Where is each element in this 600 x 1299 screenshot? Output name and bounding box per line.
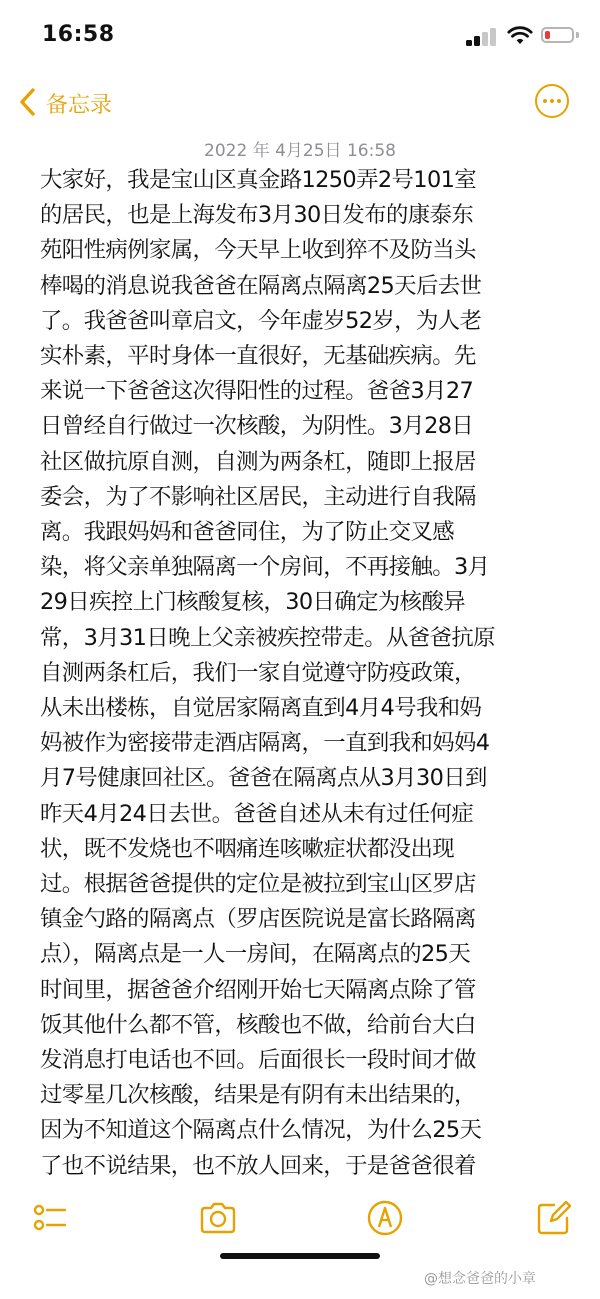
note-body[interactable] <box>40 163 555 1193</box>
note-line: 苑阳性病例家属，今天早上收到猝不及防当头 <box>40 237 476 264</box>
battery-level <box>545 31 550 39</box>
checklist-icon[interactable] <box>30 1198 70 1238</box>
cellular-signal-icon <box>466 26 500 46</box>
back-button[interactable]: 备忘录 <box>46 93 113 118</box>
navigation-bar <box>0 78 600 128</box>
markup-pen-icon[interactable] <box>365 1198 405 1238</box>
note-line: 社区做抗原自测，自测为两条杠，随即上报居 <box>40 448 476 475</box>
note-line: 妈被作为密接带走酒店隔离，一直到我和妈妈4 <box>40 730 490 757</box>
note-line: 染，将父亲单独隔离一个房间，不再接触。3月 <box>40 554 490 581</box>
more-options-button[interactable] <box>535 84 569 118</box>
note-line: 自测两条杠后，我们一家自觉遵守防疫政策， <box>40 659 476 686</box>
note-line: 了。我爸爸叫章启文，今年虚岁52岁，为人老 <box>40 307 482 334</box>
camera-icon[interactable] <box>198 1198 238 1238</box>
wifi-icon <box>507 24 533 46</box>
note-line: 镇金勺路的隔离点（罗店医院说是富长路隔离 <box>40 906 476 933</box>
note-line: 月7号健康回社区。爸爸在隔离点从3月30日到 <box>40 765 487 792</box>
note-line: 实朴素，平时身体一直很好，无基础疾病。先 <box>40 343 476 370</box>
note-line: 来说一下爸爸这次得阳性的过程。爸爸3月27 <box>40 378 474 405</box>
compose-icon[interactable] <box>534 1198 574 1238</box>
note-line: 饭其他什么都不管，核酸也不做，给前台大白 <box>40 1011 476 1038</box>
note-line: 点），隔离点是一人一房间，在隔离点的25天 <box>40 941 471 968</box>
status-time: 16:58 <box>42 22 115 47</box>
note-line: 了也不说结果，也不放人回来，于是爸爸很着 <box>40 1152 476 1179</box>
note-line: 过。根据爸爸提供的定位是被拉到宝山区罗店 <box>40 871 476 898</box>
status-bar <box>0 0 600 72</box>
note-line: 委会，为了不影响社区居民，主动进行自我隔 <box>40 483 476 510</box>
note-line: 过零星几次核酸，结果是有阴有未出结果的， <box>40 1082 476 1109</box>
note-line: 棒喝的消息说我爸爸在隔离点隔离25天后去世 <box>40 272 482 299</box>
note-line: 29日疾控上门核酸复核，30日确定为核酸异 <box>40 589 466 616</box>
note-line: 从未出楼栋，自觉居家隔离直到4月4号我和妈 <box>40 695 482 722</box>
note-line: 的居民，也是上海发布3月30日发布的康泰东 <box>40 202 474 229</box>
note-line: 状，既不发烧也不咽痛连咳嗽症状都没出现 <box>40 835 455 862</box>
note-line: 日曾经自行做过一次核酸，为阴性。3月28日 <box>40 413 474 440</box>
home-indicator[interactable] <box>220 1253 380 1259</box>
note-line: 因为不知道这个隔离点什么情况，为什么25天 <box>40 1117 482 1144</box>
battery-cap <box>576 32 579 38</box>
note-line: 发消息打电话也不回。后面很长一段时间才做 <box>40 1047 476 1074</box>
note-date: 2022 年 4月25日 16:58 <box>204 141 396 161</box>
note-line: 大家好，我是宝山区真金路1250弄2号101室 <box>40 167 477 193</box>
note-line: 常，3月31日晚上父亲被疾控带走。从爸爸抗原 <box>40 624 495 651</box>
watermark: @想念爸爸的小章 <box>424 1271 536 1287</box>
note-line: 时间里，据爸爸介绍刚开始七天隔离点除了管 <box>40 976 476 1003</box>
chevron-left-icon[interactable] <box>16 86 40 118</box>
note-line: 离。我跟妈妈和爸爸同住，为了防止交叉感 <box>40 519 455 546</box>
note-line: 昨天4月24日去世。爸爸自述从未有过任何症 <box>40 800 474 827</box>
battery-icon <box>541 27 574 43</box>
